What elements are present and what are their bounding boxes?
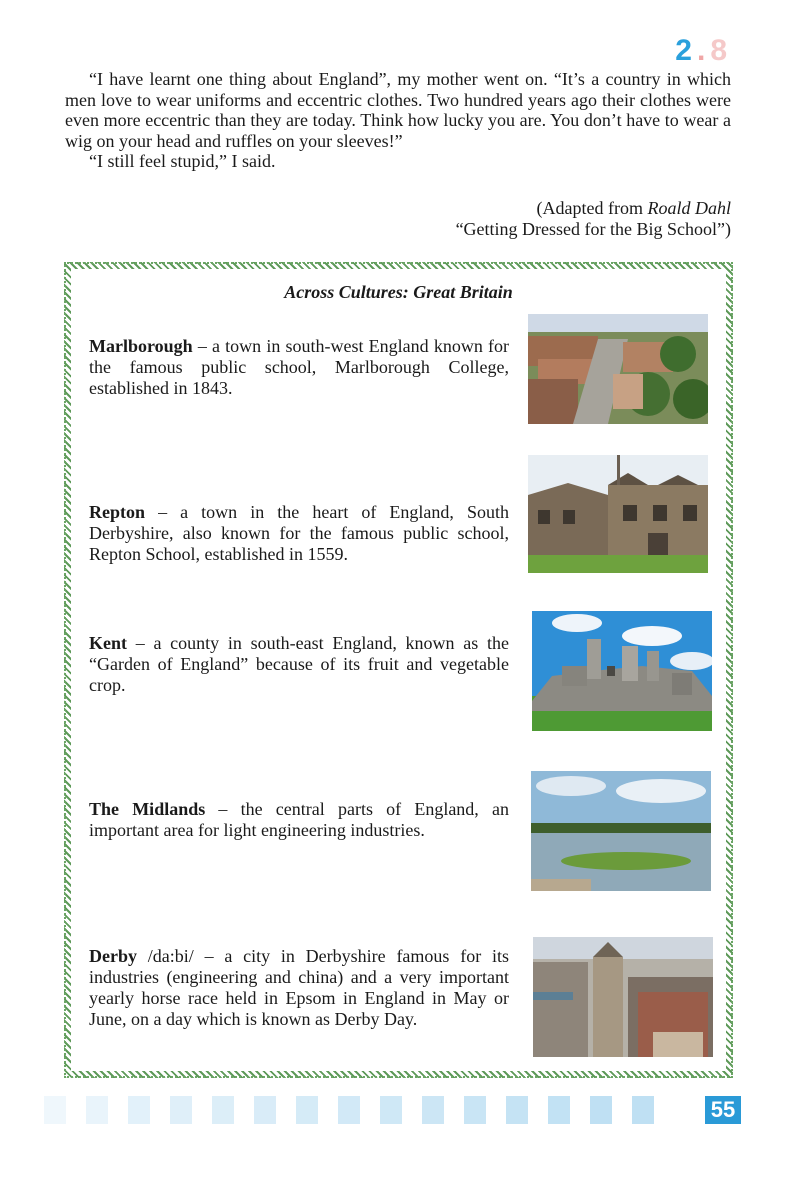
entry-repton (89, 502, 509, 565)
entry-kent (89, 633, 509, 696)
entry-midlands (89, 799, 509, 841)
story-paragraph-2: “I still feel stupid,” I said. (89, 151, 276, 171)
section-major: 2 (675, 34, 693, 67)
section-minor: 8 (710, 34, 728, 67)
entry-derby (89, 946, 509, 1030)
story-text (65, 69, 731, 172)
section-dot: . (696, 34, 707, 67)
entry-term: Marlborough (89, 336, 193, 356)
entry-text: – a county in south-east England, known as the “Garden of England” because of its fruit and vegetable crop. (89, 633, 509, 695)
entry-term: The Midlands (89, 799, 206, 819)
section-number (675, 34, 728, 68)
source-prefix: (Adapted from (536, 198, 648, 218)
culture-box-title: Across Cultures: Great Britain (284, 282, 513, 302)
footer-strip (44, 1096, 744, 1124)
entry-term: Repton (89, 502, 146, 522)
repton-school-photo (528, 455, 708, 573)
midlands-lake-photo (531, 771, 711, 891)
page-number: 55 (705, 1096, 741, 1124)
story-source (456, 198, 731, 240)
entry-text: – a town in south-west England known for the famous public school, Marlborough College, established in 1843. (89, 336, 509, 398)
derby-city-photo (533, 937, 713, 1057)
source-title: “Getting Dressed for the Big School”) (455, 219, 731, 239)
entry-marlborough (89, 336, 509, 399)
entry-term: Derby (89, 946, 137, 966)
kent-castle-photo (532, 611, 712, 731)
marlborough-town-photo (528, 314, 708, 424)
entry-text: /da:bi/ – a city in Derbyshire famous for its industries (engineering and china) and a very important yearly horse race held in Epsom in England in May or June, on a day which is known as Derby Day. (89, 946, 509, 1029)
story-paragraph-1: “I have learnt one thing about England”, my mother went on. “It’s a country in which men love to wear uniforms and eccentric clothes. Two hundred years ago their clothes were even more eccentric than they are today. Think how lucky you are. You don’t have to wear a wig on your head and ruffles on your sleeves!” (65, 69, 731, 151)
entry-text: – the central parts of England, an important area for light engineering industries. (89, 799, 509, 840)
entry-text: – a town in the heart of England, South Derbyshire, also known for the famous public school, Repton School, established in 1559. (89, 502, 509, 564)
entry-term: Kent (89, 633, 127, 653)
source-author: Roald Dahl (647, 198, 731, 218)
